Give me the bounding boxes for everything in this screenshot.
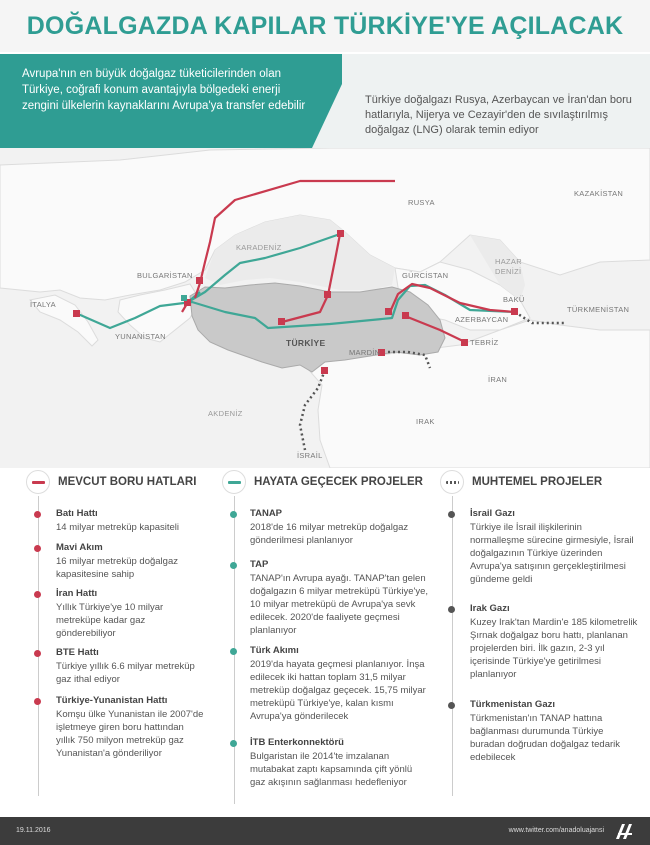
existing-item-text: Türkiye yıllık 6.6 milyar metreküp gaz ithal ediyor xyxy=(56,661,195,685)
legend-existing-title: MEVCUT BORU HATLARI xyxy=(58,476,197,488)
upcoming-item xyxy=(230,508,430,547)
potential-item-name: Türkmenistan Gazı xyxy=(470,699,555,710)
label-israil: İSRAİL xyxy=(297,451,323,460)
existing-line-icon xyxy=(26,470,50,494)
existing-item-bullet xyxy=(34,545,41,552)
node-gurcistan xyxy=(385,308,392,315)
label-iran: İRAN xyxy=(488,375,508,384)
existing-item-bullet xyxy=(34,591,41,598)
label-mardin: MARDİN xyxy=(349,348,381,357)
legend-potential-title: MUHTEMEL PROJELER xyxy=(472,476,603,488)
pipeline-map xyxy=(0,148,650,468)
label-turkiye: TÜRKİYE xyxy=(286,338,326,348)
potential-item xyxy=(448,699,638,764)
pipeline-nodes-teal xyxy=(181,295,187,301)
existing-item xyxy=(34,542,204,581)
node-balkan-teal xyxy=(181,295,187,301)
potential-line-icon xyxy=(440,470,464,494)
upcoming-item-text: 2019'da hayata geçmesi planlanıyor. İnşa edilecek iki hattan toplam 31,5 milyar metreküp doğalgaz geçecek. 15,75 milyar metreküpü Türkiye'ye, kalan kısmı Avrupa'ya gönderilecek xyxy=(250,659,426,722)
upcoming-item-text: 2018'de 16 milyar metreküp doğalgaz gönderilmesi planlanıyor xyxy=(250,522,409,546)
existing-item-text: Yıllık Türkiye'ye 10 milyar metreküpe kadar gaz gönderebiliyor xyxy=(56,602,164,639)
header-bar xyxy=(0,0,650,52)
node-bati xyxy=(196,277,203,284)
upcoming-item xyxy=(230,559,430,637)
label-bulgaristan: BULGARİSTAN xyxy=(137,271,193,280)
legend-upcoming-title: HAYATA GEÇECEK PROJELER xyxy=(254,476,423,488)
label-kazakistan: KAZAKİSTAN xyxy=(574,189,624,198)
node-baku xyxy=(511,308,518,315)
potential-item-text: Türkiye ile İsrail ilişkilerinin normalleşme sürecine girmesiyle, İsrail doğalgazının Türkiye üzerinden Avrupa'ya satışının gerçekleştirilmesi gündeme geldi xyxy=(470,522,634,585)
label-hazar: HAZAR xyxy=(495,257,522,266)
upcoming-item-text: Bulgaristan ile 2014'te imzalanan mutabakat zaptı kapsamında çift yönlü gaz akışının sağlanması hedefleniyor xyxy=(250,751,413,788)
existing-item-text: 16 milyar metreküp doğalgaz kapasitesine sahip xyxy=(56,556,178,580)
node-mavi-akim-north xyxy=(337,230,344,237)
existing-item xyxy=(34,647,204,686)
potential-item-bullet xyxy=(448,511,455,518)
upcoming-item-bullet xyxy=(230,740,237,747)
label-italya: İTALYA xyxy=(30,300,56,309)
potential-item-bullet xyxy=(448,606,455,613)
label-gurcistan: GÜRCİSTAN xyxy=(402,271,449,280)
potential-item-bullet xyxy=(448,702,455,709)
upcoming-item xyxy=(230,645,430,723)
upcoming-item-name: Türk Akımı xyxy=(250,645,299,656)
upcoming-item-bullet xyxy=(230,648,237,655)
upcoming-line-icon xyxy=(222,470,246,494)
label-yunanistan: YUNANİSTAN xyxy=(115,332,166,341)
existing-item-name: Batı Hattı xyxy=(56,508,98,519)
label-tebriz: TEBRİZ xyxy=(470,338,499,347)
existing-item-text: Komşu ülke Yunanistan ile 2007'de işletmeye giren boru hattından yıllık 750 milyon metreküp gaz Yunanistan'a gönderiliyor xyxy=(56,709,204,759)
potential-item-text: Türkmenistan'ın TANAP hattına bağlanması durumunda Türkiye buradan doğrudan doğalgaz tedarik edebilecek xyxy=(470,713,621,763)
intro-text-left: Avrupa'nın en büyük doğalgaz tüketicilerinden olan Türkiye, coğrafi konum avantajıyla bölgedeki enerji zengini ülkelerin kaynaklarını Avrupa'ya transfer edebilir xyxy=(22,68,306,112)
intro-text-right: Türkiye doğalgazı Rusya, Azerbaycan ve İran'dan boru hatlarıyla, Nijerya ve Cezayir'den de sıvılaştırılmış doğalgaz (LNG) olarak temin ediyor xyxy=(365,94,632,136)
label-akdeniz: AKDENİZ xyxy=(208,409,243,418)
potential-item-text: Kuzey Irak'tan Mardin'e 185 kilometrelik Şırnak doğalgaz boru hattı, planlanan projelerden biri. İlk gazın, 2-3 yıl içerisinde Türkiye'ye getirilmesi planlanıyor xyxy=(470,617,638,680)
existing-item-name: Türkiye-Yunanistan Hattı xyxy=(56,695,168,706)
label-irak: IRAK xyxy=(416,417,435,426)
existing-item-bullet xyxy=(34,650,41,657)
node-ankara xyxy=(278,318,285,325)
label-azerbaycan: AZERBAYCAN xyxy=(455,315,509,324)
existing-item xyxy=(34,508,204,534)
potential-item-name: İsrail Gazı xyxy=(470,508,515,519)
label-rusya: RUSYA xyxy=(408,198,435,207)
label-baku: BAKÜ xyxy=(503,295,525,304)
upcoming-item-bullet xyxy=(230,511,237,518)
node-israil xyxy=(321,367,328,374)
existing-item-name: Mavi Akım xyxy=(56,542,103,553)
existing-item-name: İran Hattı xyxy=(56,588,98,599)
node-italya xyxy=(73,310,80,317)
existing-item-name: BTE Hattı xyxy=(56,647,99,658)
label-turkmenistan: TÜRKMENİSTAN xyxy=(567,305,630,314)
upcoming-item-name: TAP xyxy=(250,559,269,570)
page-title: DOĞALGAZDA KAPILAR TÜRKİYE'YE AÇILACAK xyxy=(26,12,624,40)
label-denizi: DENİZİ xyxy=(495,267,522,276)
potential-item xyxy=(448,603,638,681)
potential-item xyxy=(448,508,638,586)
potential-item-name: Irak Gazı xyxy=(470,603,510,614)
anadolu-logo-icon xyxy=(614,821,636,841)
existing-item xyxy=(34,588,204,640)
node-erzurum xyxy=(402,312,409,319)
footer-bar xyxy=(0,817,650,845)
upcoming-item-name: TANAP xyxy=(250,508,283,519)
node-tebriz xyxy=(461,339,468,346)
existing-item xyxy=(34,695,204,760)
existing-item-text: 14 milyar metreküp kapasiteli xyxy=(56,522,180,533)
node-mavi-akim-south xyxy=(324,291,331,298)
label-karadeniz: KARADENİZ xyxy=(236,243,282,252)
existing-item-bullet xyxy=(34,698,41,705)
upcoming-item-text: TANAP'ın Avrupa ayağı. TANAP'tan gelen doğalgazın 6 milyar metreküpü Türkiye'ye, 10 milyar metreküpü de Avrupa'ya sevk edilecek. 2020'de faaliyete geçmesi planlanıyor xyxy=(250,573,428,636)
upcoming-item-name: İTB Enterkonnektörü xyxy=(250,737,344,748)
upcoming-item xyxy=(230,737,430,789)
footer-twitter-link[interactable]: www.twitter.com/anadoluajansi xyxy=(508,827,604,834)
upcoming-item-bullet xyxy=(230,562,237,569)
existing-item-bullet xyxy=(34,511,41,518)
footer-date: 19.11.2016 xyxy=(16,827,51,834)
